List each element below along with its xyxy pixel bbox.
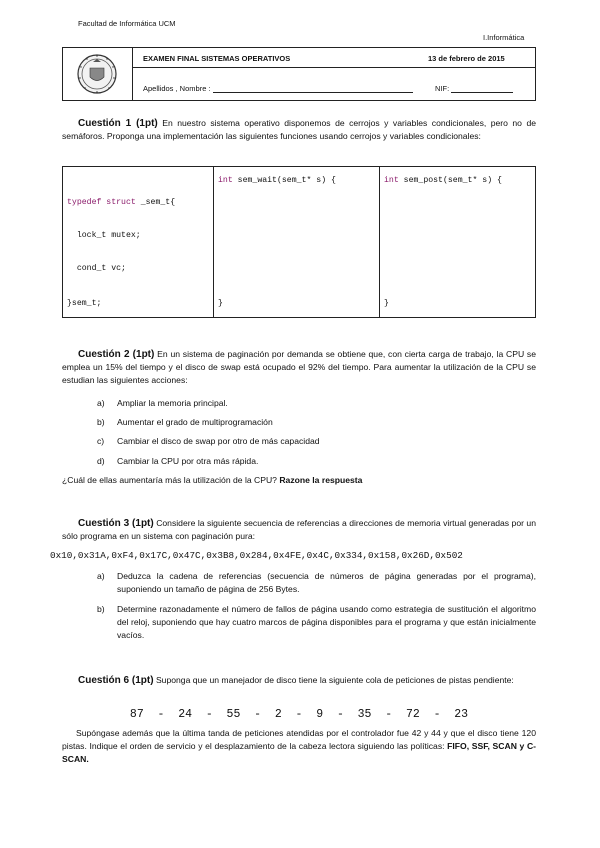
q1-code-table (62, 166, 536, 318)
code-sem-wait: int sem_wait(sem_t* s) { (218, 176, 336, 185)
q1-text: En nuestro sistema operativo disponemos de cerrojos y variables condicionales, pero no de semáforos. Proponga una implementación las siguientes funciones usando cerrojos y variables condicionales: (62, 118, 536, 141)
code-sem-post: int sem_post(sem_t* s) { (384, 176, 502, 185)
q3-part-a: a) Deduzca la cadena de referencias (secuencia de números de página generadas por el programa), suponiendo un tamaño de página de 256 Bytes. (97, 571, 536, 594)
exam-header-box (62, 47, 536, 101)
exam-date: 13 de febrero de 2015 (428, 54, 505, 63)
sem-post-cell[interactable] (379, 167, 535, 317)
q2-option-a: a) Ampliar la memoria principal. (97, 398, 228, 408)
department-label: I.Informática (483, 33, 525, 42)
question-1 (62, 117, 536, 143)
code-struct-end: }sem_t; (67, 299, 102, 308)
question-2 (62, 348, 536, 387)
q2-title: Cuestión 2 (1pt) (78, 349, 155, 360)
q2-option-b: b) Aumentar el grado de multiprogramación (97, 417, 273, 427)
code-wait-close: } (218, 299, 223, 308)
q2-text: En un sistema de paginación por demanda se obtiene que, con cierta carga de trabajo, la CPU se emplea un 15% del tiempo y el disco de swap está ocupado el 92% del tiempo. Para aumentar la utilización de la CPU se estudian las siguientes acciones: (62, 349, 537, 385)
code-struct-line-1: typedef struct _sem_t{ (67, 198, 176, 207)
q2-option-c: c) Cambiar el disco de swap por otro de más capacidad (97, 436, 320, 446)
q3-title: Cuestión 3 (1pt) (78, 518, 154, 529)
name-field[interactable] (213, 84, 413, 93)
q2-question: ¿Cuál de ellas aumentaría más la utilización de la CPU? Razone la respuesta (62, 475, 363, 485)
q6-title: Cuestión 6 (1pt) (78, 675, 154, 686)
q6-details: Supóngase además que la última tanda de peticiones atendidas por el controlador fue 42 y 44 y que el disco tiene 120 pistas. Indique el orden de servicio y el desplazamiento de la cabeza lectora siguiendo las políticas: FIFO, SSF, SCAN y C-SCAN. (62, 728, 537, 764)
q6-text: Suponga que un manejador de disco tiene la siguiente cola de peticiones de pistas pendiente: (155, 675, 514, 685)
faculty-label: Facultad de Informática UCM (78, 19, 176, 28)
question-3 (62, 517, 536, 543)
header-divider (133, 67, 535, 68)
q2-question-bold: Razone la respuesta (279, 475, 363, 485)
question-6 (62, 674, 536, 687)
struct-cell[interactable] (63, 167, 213, 317)
q6-queue: 87 - 24 - 55 - 2 - 9 - 35 - 72 - 23 (129, 708, 469, 721)
seal-icon (63, 48, 133, 100)
q6-policies: FIFO, SSF, SCAN y C-SCAN. (62, 741, 537, 764)
nif-field[interactable] (451, 84, 513, 93)
code-struct-line-2: lock_t mutex; (67, 231, 141, 240)
q3-part-b: b) Determine razonadamente el número de fallos de página usando como estrategia de sustitución el algoritmo del reloj, suponiendo que hay cuatro marcos de página disponibles para el programa y que están inicialmente vacíos. (97, 604, 536, 640)
q2-option-d: d) Cambiar la CPU por otra más rápida. (97, 456, 259, 466)
exam-title: EXAMEN FINAL SISTEMAS OPERATIVOS (143, 54, 291, 63)
q3-text: Considere la siguiente secuencia de referencias a direcciones de memoria virtual generadas por un sólo programa en un sistema con paginación pura: (62, 518, 536, 541)
code-struct-line-3: cond_t vc; (67, 264, 126, 273)
name-label: Apellidos , Nombre : (143, 84, 211, 93)
sem-wait-cell[interactable] (213, 167, 379, 317)
ucm-seal-logo (63, 48, 133, 100)
q1-title: Cuestión 1 (1pt) (78, 118, 158, 129)
code-post-close: } (384, 299, 389, 308)
nif-label: NIF: (435, 84, 450, 93)
q3-sequence: 0x10,0x31A,0xF4,0x17C,0x47C,0x3B8,0x284,0x4FE,0x4C,0x334,0x158,0x26D,0x502 (50, 550, 463, 561)
